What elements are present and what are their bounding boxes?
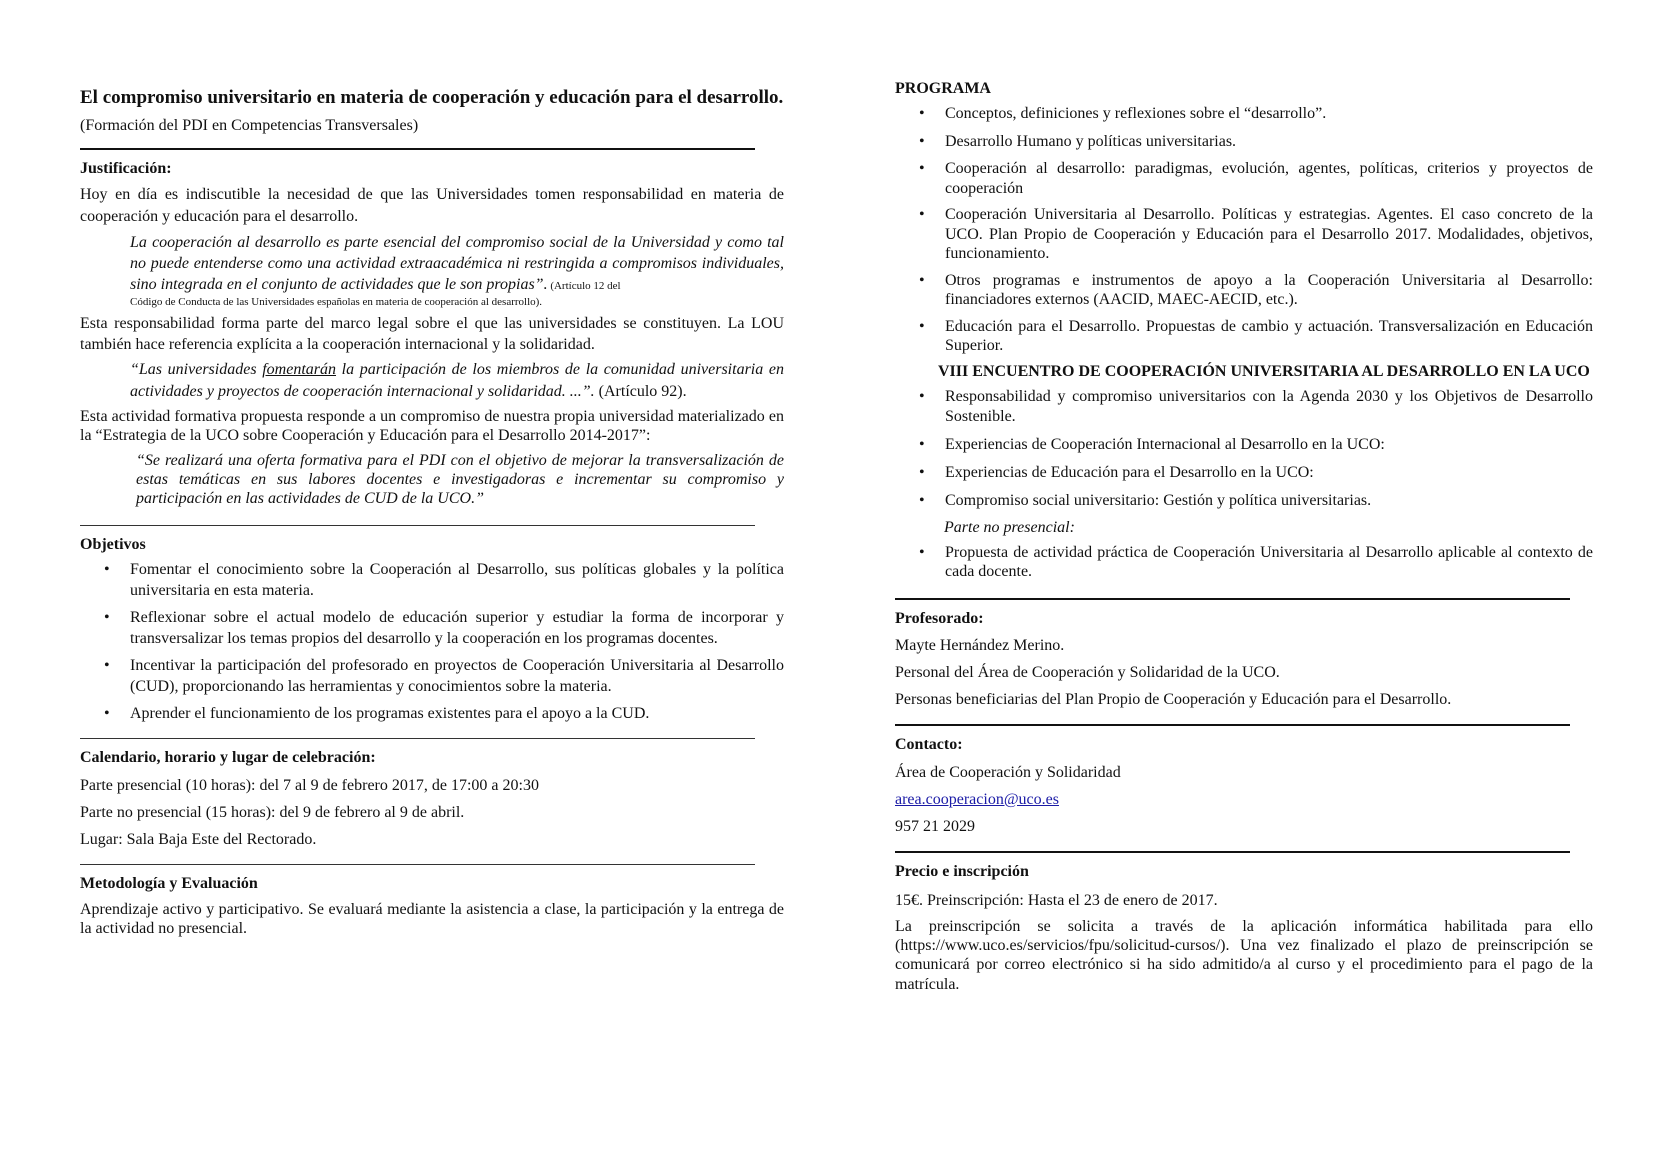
list-item: • Fomentar el conocimiento sobre la Cooperación al Desarrollo, sus políticas globales y la política universitaria en esta materia.	[104, 560, 784, 599]
list-item: • Incentivar la participación del profesorado en proyectos de Cooperación Universitaria al Desarrollo (CUD), proporcionando las herramientas y conocimientos sobre la materia.	[104, 657, 784, 696]
justificacion-paragraph-1: Hoy en día es indiscutible la necesidad de que las Universidades tomen responsabilidad en materia de cooperación y educación para el desarrollo.	[80, 186, 784, 225]
precio-line: 15€. Preinscripción: Hasta el 23 de enero de 2017.	[895, 891, 1218, 909]
metodologia-text: Aprendizaje activo y participativo. Se evaluará mediante la asistencia a clase, la participación y la entrega de la actividad no presencial.	[80, 901, 784, 938]
list-item: • Cooperación Universitaria al Desarrollo. Políticas y estrategias. Agentes. El caso concreto de la UCO. Plan Propio de Cooperación y Educación para el Desarrollo 2017. Modalidades, objetivos, funcionamiento.	[919, 206, 1593, 263]
left-column	[80, 86, 784, 938]
divider	[80, 148, 755, 150]
list-item: • Cooperación al desarrollo: paradigmas, evolución, agentes, políticas, criterios y proyectos de cooperación	[919, 160, 1593, 197]
bullet-icon: •	[919, 160, 925, 178]
calendario-lugar: Lugar: Sala Baja Este del Rectorado.	[80, 830, 317, 848]
contacto-phone: 957 21 2029	[895, 817, 975, 835]
justificacion-paragraph-2: Esta responsabilidad forma parte del marco legal sobre el que las universidades se constituyen. La LOU también hace referencia explícita a la cooperación internacional y la solidaridad.	[80, 315, 784, 354]
justificacion-heading: Justificación:	[80, 160, 172, 178]
list-item: • Educación para el Desarrollo. Propuestas de cambio y actuación. Transversalización en Educación Superior.	[919, 317, 1593, 355]
list-item: • Propuesta de actividad práctica de Cooperación Universitaria al Desarrollo aplicable al contexto de cada docente.	[919, 543, 1593, 581]
divider	[80, 864, 755, 865]
list-item: • Experiencias de Educación para el Desarrollo en la UCO:	[895, 462, 1593, 483]
bullet-icon: •	[919, 317, 925, 335]
contacto-heading: Contacto:	[895, 736, 963, 754]
bullet-icon: •	[919, 491, 925, 509]
bullet-icon: •	[919, 435, 925, 453]
list-item: • Experiencias de Cooperación Internacional al Desarrollo en la UCO:	[895, 434, 1593, 455]
quote-lou-text-start: “Las universidades	[130, 361, 263, 379]
quote-lou-text-end: la participación de los miembros de la comunidad universitaria en actividades y proyectos de cooperación internacional y solidaridad. ...”.	[130, 361, 785, 400]
list-item: • Desarrollo Humano y políticas universitarias.	[895, 131, 1593, 152]
encuentro-list	[895, 387, 1593, 510]
bullet-icon: •	[104, 657, 110, 675]
objetivos-list	[80, 559, 784, 725]
bullet-icon: •	[919, 105, 925, 123]
contacto-area: Área de Cooperación y Solidaridad	[895, 763, 1121, 781]
justificacion-paragraph-3: Esta actividad formativa propuesta responde a un compromiso de nuestra propia universidad materializado en la “Estrategia de la UCO sobre Cooperación y Educación para el Desarrollo 2014-2017”:	[80, 407, 784, 444]
bullet-icon: •	[104, 608, 110, 626]
list-item: • Aprender el funcionamiento de los programas existentes para el apoyo a la CUD.	[80, 703, 784, 724]
list-item: • Reflexionar sobre el actual modelo de educación superior y estudiar la forma de incorporar y transversalizar los temas propios del desarrollo y la cooperación en los programas docentes.	[104, 608, 784, 648]
quote-lou	[130, 359, 784, 401]
programa-list	[895, 103, 1593, 356]
quote-articulo-12	[130, 232, 784, 310]
quote-reference-continued: Código de Conducta de las Universidades españolas en materia de cooperación al desarrollo).	[130, 295, 543, 308]
encuentro-heading: VIII ENCUENTRO DE COOPERACIÓN UNIVERSITARIA AL DESARROLLO EN LA UCO	[938, 362, 1590, 380]
quote-estrategia: “Se realizará una oferta formativa para el PDI con el objetivo de mejorar la transversalización de estas temáticas en sus labores docentes e investigadoras e incrementar su compromiso y participación en las actividades de CUD de la UCO.”	[136, 452, 784, 508]
bullet-icon: •	[919, 543, 925, 561]
profesorado-line-2: Personal del Área de Cooperación y Solidaridad de la UCO.	[895, 664, 1280, 682]
bullet-icon: •	[919, 133, 925, 151]
calendario-presencial: Parte presencial (10 horas): del 7 al 9 de febrero 2017, de 17:00 a 20:30	[80, 776, 539, 794]
contact-email-link[interactable]: area.cooperacion@uco.es	[895, 790, 1059, 808]
list-item: • Compromiso social universitario: Gestión y política universitarias.	[895, 490, 1593, 511]
profesorado-heading: Profesorado:	[895, 609, 984, 627]
divider	[895, 724, 1570, 726]
profesorado-line-3: Personas beneficiarias del Plan Propio de Cooperación y Educación para el Desarrollo.	[895, 691, 1452, 709]
bullet-icon: •	[919, 206, 925, 224]
bullet-icon: •	[104, 560, 110, 578]
objetivos-heading: Objetivos	[80, 535, 146, 553]
bullet-icon: •	[919, 388, 925, 406]
metodologia-heading: Metodología y Evaluación	[80, 874, 258, 892]
bullet-icon: •	[919, 271, 925, 289]
quote-reference: (Artículo 12 del	[547, 279, 621, 292]
list-item: • Responsabilidad y compromiso universitarios con la Agenda 2030 y los Objetivos de Desarrollo Sostenible.	[919, 388, 1593, 425]
quote-lou-underlined: fomentarán	[262, 361, 337, 379]
programa-heading: PROGRAMA	[895, 80, 991, 97]
divider	[80, 525, 755, 526]
divider	[895, 851, 1570, 853]
no-presencial-list	[895, 543, 1593, 582]
contacto-email-line	[895, 789, 1593, 810]
list-item: • Conceptos, definiciones y reflexiones sobre el “desarrollo”.	[895, 103, 1593, 124]
divider	[895, 598, 1570, 600]
divider	[80, 738, 755, 739]
document-subtitle: (Formación del PDI en Competencias Transversales)	[80, 117, 419, 135]
bullet-icon: •	[104, 705, 110, 723]
calendario-heading: Calendario, horario y lugar de celebración:	[80, 749, 376, 767]
bullet-icon: •	[919, 463, 925, 481]
list-item: • Otros programas e instrumentos de apoyo a la Cooperación Universitaria al Desarrollo: financiadores externos (AACID, MAEC-AECID, etc.).	[919, 271, 1593, 309]
right-column	[895, 78, 1593, 994]
profesorado-line-1: Mayte Hernández Merino.	[895, 637, 1065, 655]
calendario-no-presencial: Parte no presencial (15 horas): del 9 de febrero al 9 de abril.	[80, 803, 465, 821]
document-title: El compromiso universitario en materia de cooperación y educación para el desarrollo.	[80, 87, 784, 108]
precio-text: La preinscripción se solicita a través de la aplicación informática habilitada para ello (https://www.uco.es/servicios/fpu/solicitud-cursos/). Una vez finalizado el plazo de preinscripción se comunicará por correo electrónico si ha sido admitido/a al curso y el procedimiento para el pago de la matrícula.	[895, 918, 1593, 993]
no-presencial-label: Parte no presencial:	[944, 518, 1075, 536]
quote-text: La cooperación al desarrollo es parte esencial del compromiso social de la Universidad y como tal no puede entenderse como una actividad extraacadémica ni restringida a compromisos individuales, sino integrada en el conjunto de actividades que le son propias”.	[130, 233, 784, 293]
precio-heading: Precio e inscripción	[895, 862, 1029, 880]
quote-lou-reference: (Artículo 92).	[594, 382, 687, 400]
